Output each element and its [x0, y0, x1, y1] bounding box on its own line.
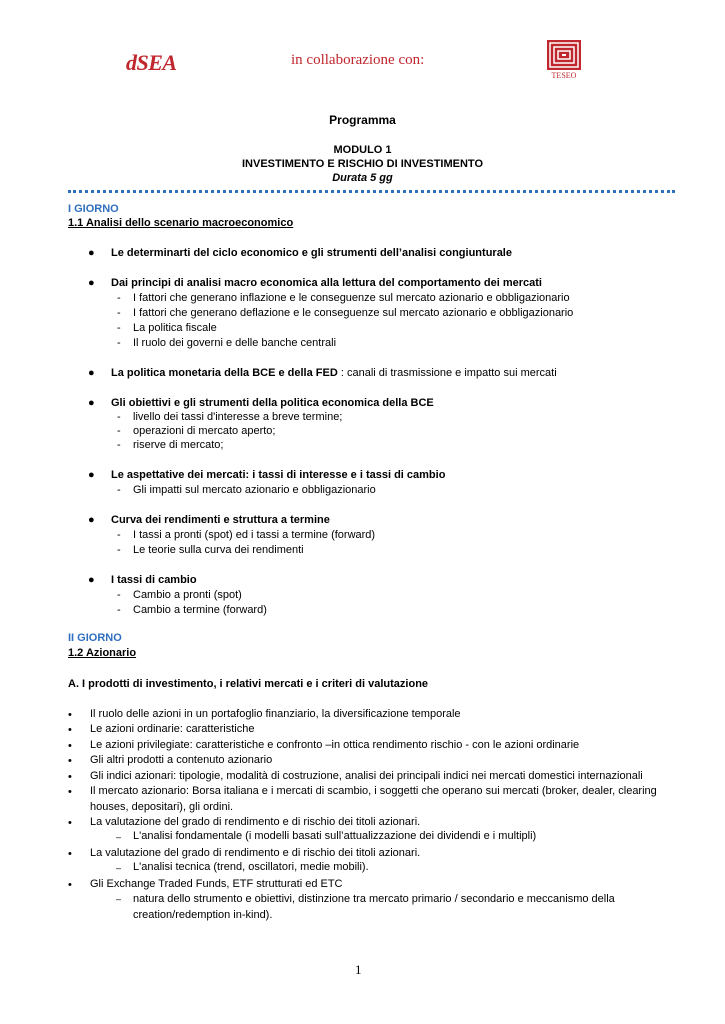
- bullet-icon: ●: [88, 397, 95, 409]
- day1-b2-sub-1: I fattori che generano inflazione e le conseguenze sul mercato azionario e obbligazionario: [133, 292, 570, 304]
- teseo-caption: TESEO: [551, 71, 577, 80]
- day2-item-1: Il ruolo delle azioni in un portafoglio finanziario, la diversificazione temporale: [90, 708, 461, 720]
- dash-icon: -: [117, 322, 121, 334]
- bullet-icon: •: [68, 709, 72, 721]
- dash-icon: -: [117, 604, 121, 616]
- dash-icon: -: [117, 529, 121, 541]
- dash-icon: -: [117, 484, 121, 496]
- bullet-icon: ●: [88, 247, 95, 259]
- section-1-1-title: 1.1 Analisi dello scenario macroeconomico: [68, 217, 294, 229]
- section-1-2-title: 1.2 Azionario: [68, 647, 137, 659]
- day1-b6-sub-1: I tassi a pronti (spot) ed i tassi a termine (forward): [133, 529, 376, 541]
- module-title: INVESTIMENTO E RISCHIO DI INVESTIMENTO: [241, 158, 483, 170]
- bullet-icon: ●: [88, 574, 95, 586]
- day2-sub-3: natura dello strumento e obiettivi, distinzione tra mercato primario / secondario e meccanismo della creation/redemption in-kind).: [133, 893, 615, 921]
- dash-icon: -: [117, 425, 121, 437]
- day2-item-8: La valutazione del grado di rendimento e di rischio dei titoli azionari.: [90, 847, 421, 859]
- day1-bullet-2: Dai principi di analisi macro economica alla lettura del comportamento dei mercati: [111, 277, 542, 289]
- bullet-icon: •: [68, 817, 72, 829]
- teseo-logo: [547, 40, 581, 80]
- day1-bullet-3-bold: La politica monetaria della BCE e della FED: [111, 367, 338, 379]
- day2-item-2: Le azioni ordinarie: caratteristiche: [90, 723, 255, 735]
- dash-icon: -: [117, 411, 121, 423]
- day2-sub-1: L'analisi fondamentale (i modelli basati sull’attualizzazione dei dividendi e i multipli): [133, 830, 537, 842]
- teseo-labyrinth-icon: [547, 40, 581, 70]
- dash-icon: –: [116, 832, 122, 842]
- day1-bullet-1: Le determinarti del ciclo economico e gli strumenti dell’analisi congiunturale: [111, 247, 512, 259]
- day-1-label: I GIORNO: [68, 203, 119, 215]
- day1-b6-sub-2: Le teorie sulla curva dei rendimenti: [133, 544, 304, 556]
- dash-icon: -: [117, 307, 121, 319]
- dash-icon: -: [117, 544, 121, 556]
- dash-icon: -: [117, 439, 121, 451]
- dash-icon: -: [117, 292, 121, 304]
- day2-item-7: La valutazione del grado di rendimento e di rischio dei titoli azionari.: [90, 816, 421, 828]
- day2-item-6: Il mercato azionario: Borsa italiana e i mercati di scambio, i soggetti che operano sui mercati (broker, dealer, clearing houses, depositari), gli ordini.: [90, 785, 657, 813]
- day2-item-9: Gli Exchange Traded Funds, ETF strutturati ed ETC: [90, 878, 343, 890]
- collaboration-text: in collaborazione con:: [291, 52, 425, 68]
- day1-b7-sub-1: Cambio a pronti (spot): [133, 589, 242, 601]
- day1-b2-sub-2: I fattori che generano deflazione e le conseguenze sul mercato azionario e obbligazionario: [133, 307, 574, 319]
- module-duration: Durata 5 gg: [332, 172, 393, 184]
- day2-item-5: Gli indici azionari: tipologie, modalità di costruzione, analisi dei principali indici nei mercati domestici internazionali: [90, 770, 643, 782]
- day2-item-4: Gli altri prodotti a contenuto azionario: [90, 754, 273, 766]
- day1-bullet-5: Le aspettative dei mercati: i tassi di interesse e i tassi di cambio: [111, 469, 446, 481]
- bullet-icon: ●: [88, 277, 95, 289]
- bullet-icon: ●: [88, 469, 95, 481]
- dash-icon: –: [116, 863, 122, 873]
- module-number: MODULO 1: [333, 144, 392, 156]
- page-number: 1: [355, 962, 362, 977]
- day2-sub-2: L'analisi tecnica (trend, oscillatori, medie mobili).: [133, 861, 369, 873]
- day1-b2-sub-4: Il ruolo dei governi e delle banche centrali: [133, 337, 337, 349]
- day1-bullet-4: Gli obiettivi e gli strumenti della politica economica della BCE: [111, 397, 434, 409]
- day1-b2-sub-3: La politica fiscale: [133, 322, 217, 334]
- day2-heading-a: A. I prodotti di investimento, i relativi mercati e i criteri di valutazione: [68, 678, 429, 690]
- day-2-label: II GIORNO: [68, 632, 122, 644]
- day1-bullet-3-rest: : canali di trasmissione e impatto sui mercati: [337, 367, 557, 379]
- bullet-icon: •: [68, 740, 72, 752]
- day1-b4-sub-2: operazioni di mercato aperto;: [133, 425, 276, 437]
- bullet-icon: ●: [88, 514, 95, 526]
- dotted-divider: [68, 190, 675, 193]
- bullet-icon: •: [68, 879, 72, 891]
- day1-bullet-3: [111, 367, 557, 379]
- bullet-icon: •: [68, 786, 72, 798]
- day1-b4-sub-3: riserve di mercato;: [133, 439, 224, 451]
- day1-bullet-7: I tassi di cambio: [111, 574, 197, 586]
- day1-b7-sub-2: Cambio a termine (forward): [133, 604, 267, 616]
- bullet-icon: •: [68, 724, 72, 736]
- dash-icon: -: [117, 589, 121, 601]
- bullet-icon: ●: [88, 367, 95, 379]
- dsea-logo: dSEA: [126, 50, 177, 75]
- dash-icon: -: [117, 337, 121, 349]
- day1-b5-sub-1: Gli impatti sul mercato azionario e obbligazionario: [133, 484, 376, 496]
- day2-item-3: Le azioni privilegiate: caratteristiche e confronto –in ottica rendimento rischio - con le azioni ordinarie: [90, 739, 580, 751]
- day1-bullet-6: Curva dei rendimenti e struttura a termine: [111, 514, 330, 526]
- day1-b4-sub-1: livello dei tassi d'interesse a breve termine;: [133, 411, 343, 423]
- bullet-icon: •: [68, 755, 72, 767]
- bullet-icon: •: [68, 848, 72, 860]
- page-title: Programma: [329, 113, 396, 127]
- dash-icon: –: [116, 894, 122, 904]
- bullet-icon: •: [68, 771, 72, 783]
